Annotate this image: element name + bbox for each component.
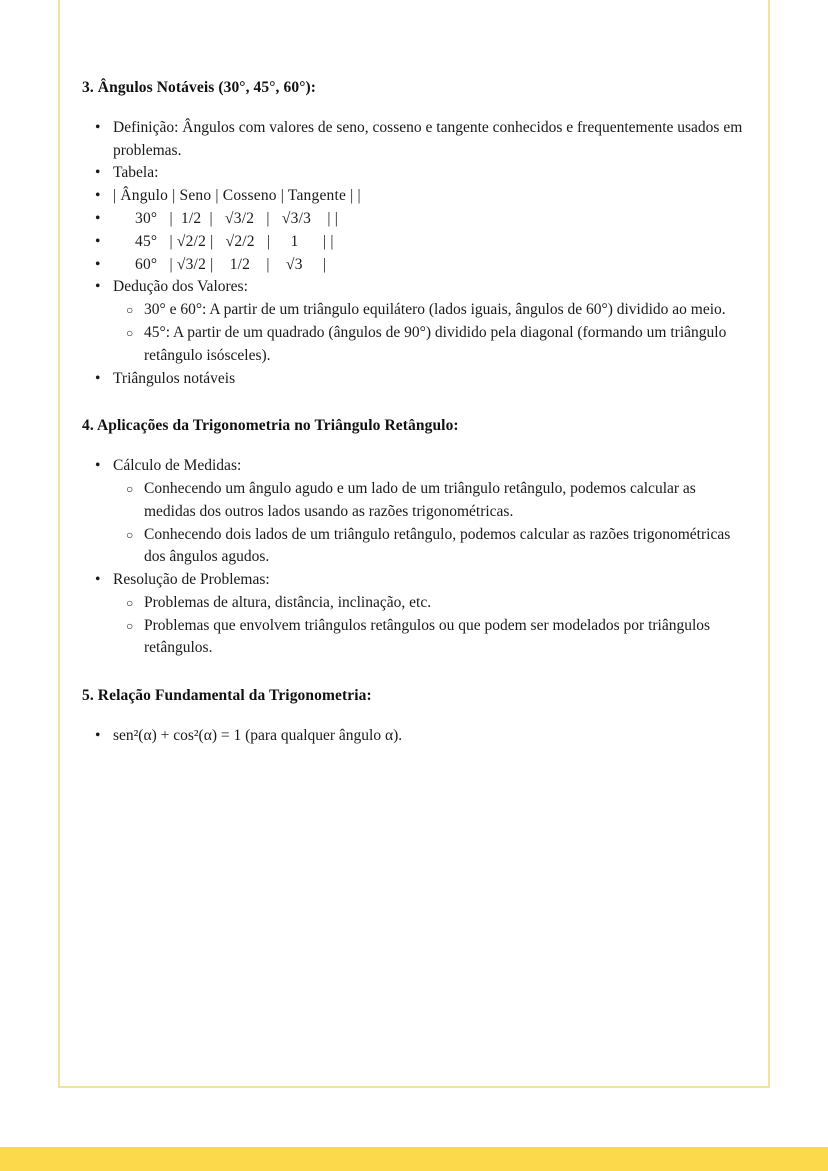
table-row — [82, 254, 747, 277]
list-item — [113, 524, 747, 570]
list-item — [113, 299, 747, 322]
sub-bullet-icon: ○ — [126, 527, 134, 542]
document-content — [82, 78, 747, 748]
bullet-icon: • — [95, 457, 101, 475]
list-item — [82, 276, 747, 299]
bullet-icon: • — [95, 164, 101, 182]
table-row-text: 60° | √3/2 | 1/2 | √3 | — [135, 255, 327, 273]
bullet-icon: • — [95, 118, 101, 136]
section-heading-4: 4. Aplicações da Trigonometria no Triângulo Retângulo: — [82, 417, 459, 435]
section-heading-3: 3. Ângulos Notáveis (30°, 45°, 60°): — [82, 79, 317, 96]
bullet-icon: • — [95, 571, 101, 589]
sub-bullet-icon: ○ — [126, 618, 134, 633]
sub-bullet-icon: ○ — [126, 595, 134, 610]
list-item — [82, 368, 747, 391]
bullet-icon: • — [95, 210, 101, 228]
bullet-icon: • — [95, 278, 101, 296]
list-item-text: Problemas que envolvem triângulos retângulos ou que podem ser modelados por triângulos retângulos. — [144, 616, 711, 657]
list-item — [82, 162, 747, 185]
list-item-text: Triângulos notáveis — [113, 369, 236, 387]
list-item — [113, 615, 747, 661]
list-item — [113, 478, 747, 524]
table-header-row-text: | Ângulo | Seno | Cosseno | Tangente | | — [113, 187, 361, 205]
spacer — [82, 99, 747, 117]
list-item-text: Cálculo de Medidas: — [113, 457, 242, 475]
spacer — [82, 390, 747, 416]
bullet-icon: • — [95, 255, 101, 273]
list-item-text: Dedução dos Valores: — [113, 278, 248, 296]
bullet-icon: • — [95, 187, 101, 205]
table-row — [82, 185, 747, 208]
sub-bullet-icon: ○ — [126, 303, 134, 318]
trig-identity-text: sen²(α) + cos²(α) = 1 (para qualquer ângulo α). — [113, 727, 403, 745]
bottom-accent-bar — [0, 1147, 828, 1171]
list-item-text: Conhecendo um ângulo agudo e um lado de um triângulo retângulo, podemos calcular as medidas dos outros lados usando as razões trigonométricas. — [144, 480, 696, 520]
table-row-text: 30° | 1/2 | √3/2 | √3/3 | | — [135, 210, 339, 228]
table-row — [82, 208, 747, 231]
section-4-list — [82, 455, 747, 660]
list-item-text: 45°: A partir de um quadrado (ângulos de 90°) dividido pela diagonal (formando um triângulo retângulo isósceles). — [144, 323, 727, 364]
spacer — [82, 660, 747, 686]
list-item — [82, 455, 747, 478]
list-item-text: Conhecendo dois lados de um triângulo retângulo, podemos calcular as razões trigonométricas dos ângulos agudos. — [144, 525, 731, 566]
table-row — [82, 231, 747, 254]
list-item — [82, 569, 747, 592]
section-3-list — [82, 117, 747, 390]
list-item — [82, 725, 747, 748]
list-item-text: Definição: Ângulos com valores de seno, cosseno e tangente conhecidos e frequentemente usados em problemas. — [113, 118, 743, 159]
sub-bullet-icon: ○ — [126, 325, 134, 340]
spacer — [82, 437, 747, 455]
section-5-list — [82, 725, 747, 748]
section-heading-5: 5. Relação Fundamental da Trigonometria: — [82, 687, 372, 705]
sub-bullet-icon: ○ — [126, 482, 134, 496]
list-item — [113, 322, 747, 368]
bullet-icon: • — [95, 369, 101, 387]
table-row-text: 45° | √2/2 | √2/2 | 1 | | — [135, 232, 334, 250]
list-item-text: Resolução de Problemas: — [113, 571, 270, 589]
bullet-icon: • — [95, 727, 101, 745]
list-item-text: Tabela: — [113, 164, 159, 182]
bullet-icon: • — [95, 232, 101, 250]
list-item — [82, 117, 747, 163]
spacer — [82, 707, 747, 725]
list-item — [113, 592, 747, 615]
list-item-text: 30° e 60°: A partir de um triângulo equilátero (lados iguais, ângulos de 60°) dividido ao meio. — [144, 301, 726, 319]
list-item-text: Problemas de altura, distância, inclinação, etc. — [144, 593, 432, 611]
